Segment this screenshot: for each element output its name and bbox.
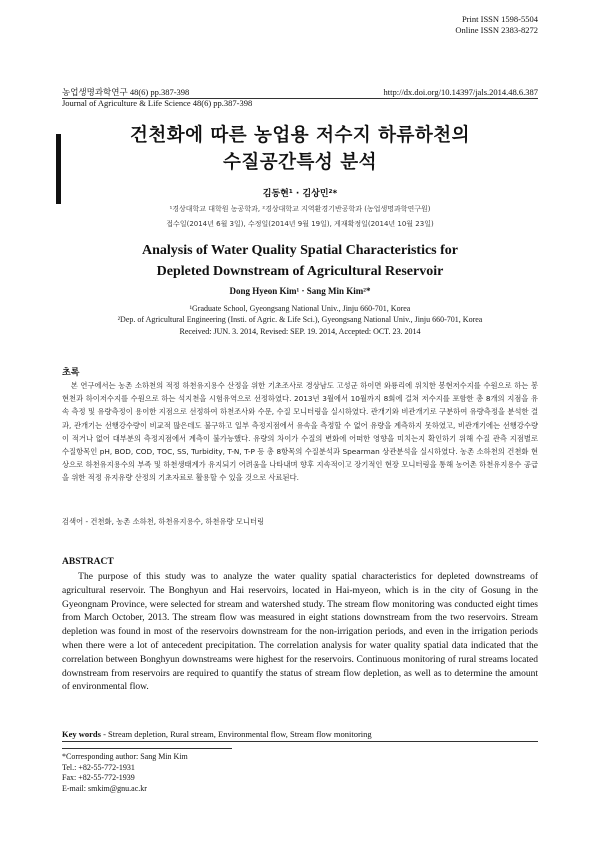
header-rule bbox=[62, 98, 538, 99]
english-authors: Dong Hyeon Kim¹ · Sang Min Kim²* bbox=[229, 286, 371, 296]
issn-block bbox=[455, 14, 538, 36]
korean-keywords: 검색어 - 건천화, 농촌 소하천, 하천유지용수, 하천유량 모니터링 bbox=[62, 517, 265, 526]
english-abstract: The purpose of this study was to analyze the water quality spatial characteristics for depleted downstreams of agricultural reservoir. The Bonghyun and Hai reservoirs, located in Hai-myeon, which is in the city of Gosung in the Gyeongnam Province, were selected for stream and watershed study. The stream flow monitoring was conducted eight times from March October, 2013. The stream flow was measured in eight stations downstream from the two reservoirs. Stream depletion was found in most of the reservoirs downstream for the non-irrigation periods, and even in the irrigation periods when there were a lot of antecedent precipitation. The correlation analysis for water quality spatial data indicated that the correlation between Bonghyun downstreams were highest for the reservoirs. Continuous monitoring of rural streams located downstream from reservoirs are required to quantify the status of stream flow depletion, as well as to determine the amount of environmental flow. bbox=[62, 572, 538, 693]
korean-title bbox=[0, 122, 600, 176]
english-affiliation-1: ¹Graduate School, Gyeongsang National Univ., Jinju 660-701, Korea bbox=[189, 304, 411, 313]
korean-abstract-heading: 초록 bbox=[62, 368, 80, 378]
tel: Tel.: +82-55-772-1931 bbox=[62, 762, 135, 772]
english-keywords bbox=[62, 729, 538, 739]
korean-dates: 접수일(2014년 6월 3일), 수정일(2014년 9월 19일), 게재확정일(2014년 10월 23일) bbox=[166, 220, 434, 228]
email[interactable]: E-mail: smkim@gnu.ac.kr bbox=[62, 783, 147, 793]
english-dates: Received: JUN. 3. 2014, Revised: SEP. 19. 2014, Accepted: OCT. 23. 2014 bbox=[179, 327, 421, 336]
english-title-line2: Depleted Downstream of Agricultural Reservoir bbox=[156, 264, 444, 279]
korean-abstract: 본 연구에서는 농촌 소하천의 적정 하천유지용수 산정을 위한 기초조사로 경상남도 고성군 하이면 와룡리에 위치한 봉현저수지를 수원으로 하는 봉현천과 하이저수지를 수원으로 하는 석지천을 시험유역으로 선정하였다. 2013년 3월에서 10월까지 8회에 걸쳐 저수지를 포함한 총 8개의 지점을 유속 측정 및 유량측정이 용이한 지점으로 선정하여 하천조사와 수문, 수질 모니터링을 실시하였다. 관개기와 비관개기로 구분하여 유량측정을 분석한 결과, 관개기는 선행강수량이 비교적 많은데도 불구하고 일부 측정지점에서 유속을 측정할 수 없어 유량을 계측하지 못하였고, 비관개기에는 선행강수량이 적거나 없어 대부분의 측정지점에서 계측이 불가능했다. 유량의 차이가 수질의 변화에 어떠한 영향을 미치는지 확인하기 위해 수질 관측 지점별로 수질항목인 pH, BOD, COD, TOC, SS, Turbidity, T-N, T-P 등 총 8항목의 수질분석과 Spearman 상관분석을 실시하였다. 농촌 소하천의 건천화 현상으로 하천유지용수의 부족 및 하천생태계가 유지되기 어려움을 나타내며 향후 지속적이고 장기적인 현장 모니터링을 통해 농어촌 하천유지용수 공급을 위한 적정 유지유량 산정의 기초자료로 활용할 수 있을 것으로 사료된다. bbox=[62, 381, 538, 483]
journal-name-english: Journal of Agriculture & Life Science 48(6) pp.387-398 bbox=[62, 98, 253, 108]
english-affiliation-2: ²Dep. of Agricultural Engineering (Insti. of Agric. & Life Sci.), Gyeongsang National Univ., Jinju 660-701, Korea bbox=[117, 315, 483, 324]
fax: Fax: +82-55-772-1939 bbox=[62, 773, 135, 782]
english-title bbox=[0, 240, 600, 282]
korean-authors: 김동현¹ · 김상민²* bbox=[262, 189, 338, 199]
footnote-rule bbox=[62, 748, 232, 749]
korean-title-line1: 건천화에 따른 농업용 저수지 하류하천의 bbox=[129, 125, 471, 146]
korean-title-line2: 수질공간특성 분석 bbox=[223, 152, 377, 173]
keywords-rule bbox=[62, 741, 538, 742]
keywords-label: Key words bbox=[62, 729, 101, 739]
english-abstract-heading: ABSTRACT bbox=[62, 557, 114, 567]
korean-affiliations: ¹경상대학교 대학원 농공학과, ²경상대학교 지역환경기반공학과 (농업생명과학연구원) bbox=[169, 205, 431, 213]
corresponding-author: *Corresponding author: Sang Min Kim bbox=[62, 752, 188, 761]
english-title-line1: Analysis of Water Quality Spatial Characteristics for bbox=[141, 243, 459, 258]
doi-link[interactable]: http://dx.doi.org/10.14397/jals.2014.48.6.387 bbox=[383, 87, 538, 97]
journal-name-korean: 농업생명과학연구 48(6) pp.387-398 bbox=[62, 87, 190, 97]
footnote bbox=[62, 752, 188, 794]
print-issn: Print ISSN 1598-5504 bbox=[461, 14, 538, 24]
online-issn: Online ISSN 2383-8272 bbox=[455, 25, 538, 35]
english-affiliations bbox=[0, 303, 600, 325]
keywords-list: - Stream depletion, Rural stream, Environmental flow, Stream flow monitoring bbox=[100, 729, 372, 739]
